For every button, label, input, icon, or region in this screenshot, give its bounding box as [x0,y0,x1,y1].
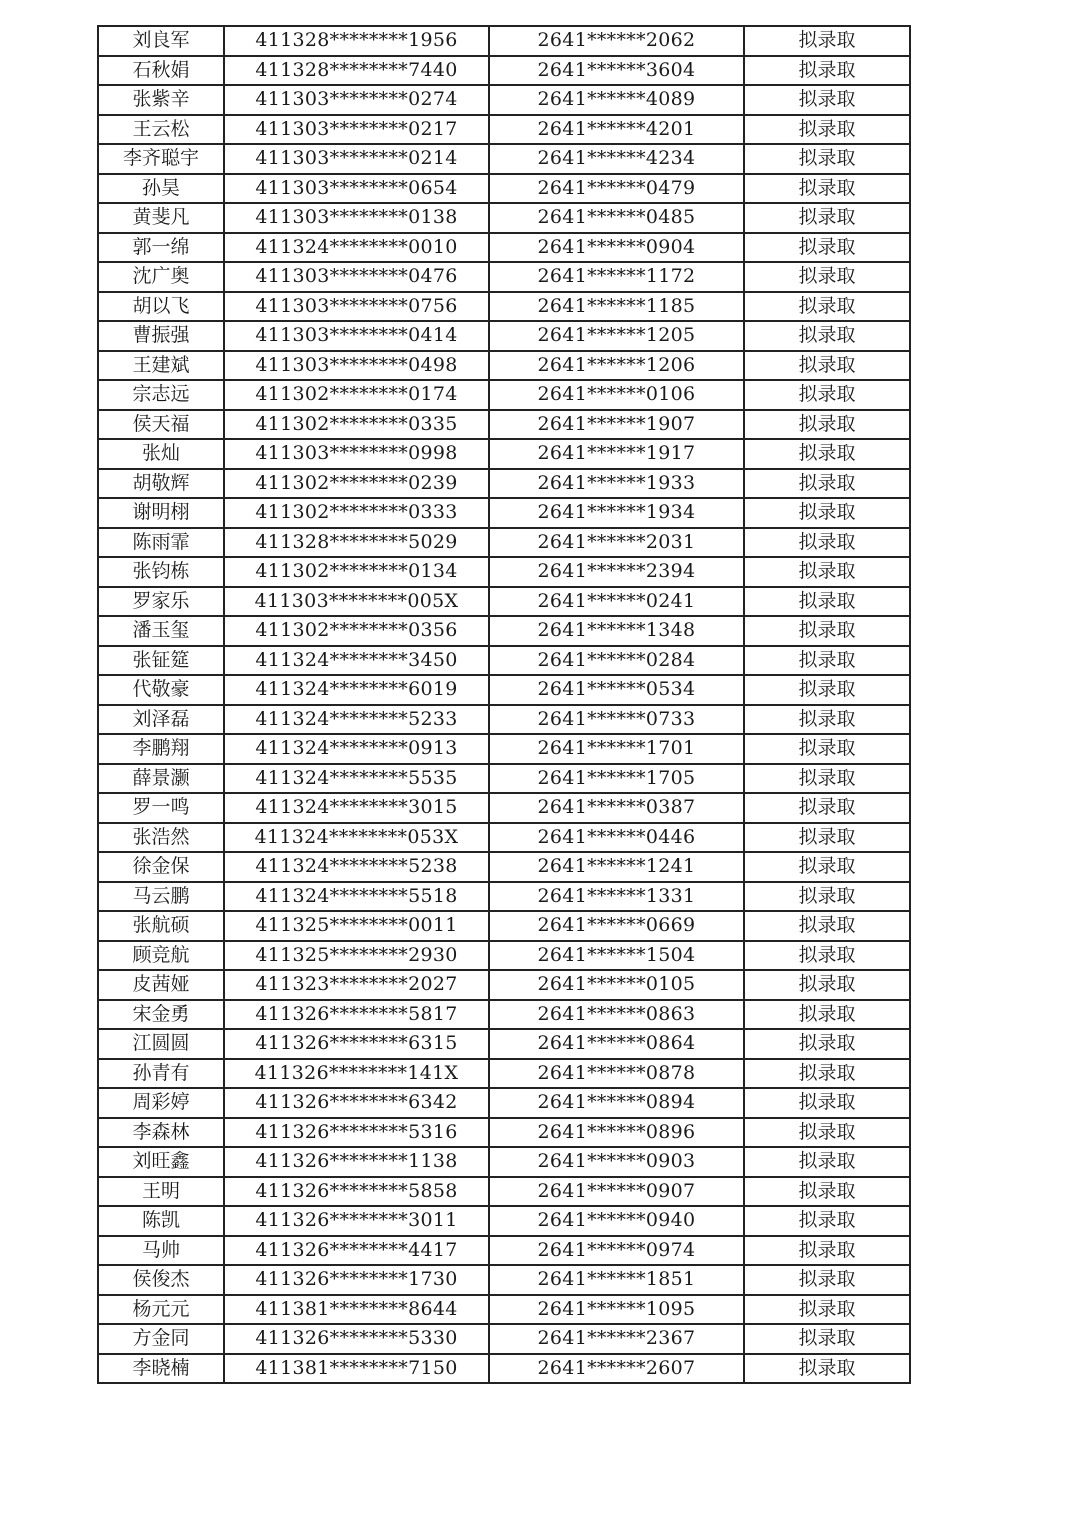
name-cell: 张灿 [98,439,224,469]
id-number-cell: 411324********3450 [224,646,489,676]
table-row [98,911,910,941]
id-number-cell: 411302********0134 [224,557,489,587]
exam-number-cell: 2641******0534 [489,675,744,705]
exam-number-cell: 2641******1701 [489,734,744,764]
status-cell: 拟录取 [744,351,910,381]
status-cell: 拟录取 [744,646,910,676]
name-cell: 李鹏翔 [98,734,224,764]
name-cell: 薛景灏 [98,764,224,794]
id-number-cell: 411303********0498 [224,351,489,381]
name-cell: 张浩然 [98,823,224,853]
name-cell: 马云鹏 [98,882,224,912]
table-row [98,675,910,705]
name-cell: 李晓楠 [98,1354,224,1384]
id-number-cell: 411324********5238 [224,852,489,882]
status-cell: 拟录取 [744,439,910,469]
exam-number-cell: 2641******0733 [489,705,744,735]
status-cell: 拟录取 [744,882,910,912]
id-number-cell: 411326********5316 [224,1118,489,1148]
status-cell: 拟录取 [744,1265,910,1295]
name-cell: 陈凯 [98,1206,224,1236]
status-cell: 拟录取 [744,498,910,528]
table-row [98,1118,910,1148]
id-number-cell: 411324********0913 [224,734,489,764]
table-row [98,1354,910,1384]
name-cell: 李齐聪宇 [98,144,224,174]
status-cell: 拟录取 [744,1059,910,1089]
table-row [98,174,910,204]
exam-number-cell: 2641******0940 [489,1206,744,1236]
id-number-cell: 411324********5535 [224,764,489,794]
table-row [98,439,910,469]
id-number-cell: 411326********1138 [224,1147,489,1177]
exam-number-cell: 2641******0894 [489,1088,744,1118]
exam-number-cell: 2641******0284 [489,646,744,676]
status-cell: 拟录取 [744,1000,910,1030]
id-number-cell: 411302********0239 [224,469,489,499]
status-cell: 拟录取 [744,321,910,351]
exam-number-cell: 2641******0106 [489,380,744,410]
table-row [98,292,910,322]
name-cell: 杨元元 [98,1295,224,1325]
exam-number-cell: 2641******1172 [489,262,744,292]
name-cell: 顾竞航 [98,941,224,971]
table-row [98,498,910,528]
exam-number-cell: 2641******0105 [489,970,744,1000]
status-cell: 拟录取 [744,1295,910,1325]
exam-number-cell: 2641******0878 [489,1059,744,1089]
id-number-cell: 411324********6019 [224,675,489,705]
id-number-cell: 411324********0010 [224,233,489,263]
table-row [98,764,910,794]
exam-number-cell: 2641******2367 [489,1324,744,1354]
exam-number-cell: 2641******2394 [489,557,744,587]
exam-number-cell: 2641******1206 [489,351,744,381]
table-row [98,1147,910,1177]
name-cell: 黄斐凡 [98,203,224,233]
table-row [98,1324,910,1354]
id-number-cell: 411328********7440 [224,56,489,86]
id-number-cell: 411325********2930 [224,941,489,971]
status-cell: 拟录取 [744,734,910,764]
table-row [98,1206,910,1236]
table-row [98,321,910,351]
table-row [98,233,910,263]
status-cell: 拟录取 [744,1088,910,1118]
status-cell: 拟录取 [744,115,910,145]
table-row [98,1295,910,1325]
status-cell: 拟录取 [744,970,910,1000]
id-number-cell: 411324********053X [224,823,489,853]
status-cell: 拟录取 [744,1354,910,1384]
id-number-cell: 411324********3015 [224,793,489,823]
id-number-cell: 411303********0998 [224,439,489,469]
id-number-cell: 411326********3011 [224,1206,489,1236]
name-cell: 潘玉玺 [98,616,224,646]
table-row [98,852,910,882]
id-number-cell: 411326********5330 [224,1324,489,1354]
name-cell: 谢明栩 [98,498,224,528]
name-cell: 王明 [98,1177,224,1207]
status-cell: 拟录取 [744,528,910,558]
status-cell: 拟录取 [744,823,910,853]
name-cell: 侯天福 [98,410,224,440]
table-row [98,410,910,440]
exam-number-cell: 2641******1331 [489,882,744,912]
name-cell: 宋金勇 [98,1000,224,1030]
table-row [98,1088,910,1118]
id-number-cell: 411326********1730 [224,1265,489,1295]
id-number-cell: 411324********5518 [224,882,489,912]
id-number-cell: 411302********0356 [224,616,489,646]
name-cell: 张钲筵 [98,646,224,676]
id-number-cell: 411303********0414 [224,321,489,351]
name-cell: 张航硕 [98,911,224,941]
name-cell: 罗家乐 [98,587,224,617]
table-row [98,823,910,853]
id-number-cell: 411303********0214 [224,144,489,174]
exam-number-cell: 2641******1504 [489,941,744,971]
name-cell: 马帅 [98,1236,224,1266]
exam-number-cell: 2641******2031 [489,528,744,558]
exam-number-cell: 2641******0896 [489,1118,744,1148]
exam-number-cell: 2641******1934 [489,498,744,528]
table-row [98,1236,910,1266]
exam-number-cell: 2641******0479 [489,174,744,204]
id-number-cell: 411381********8644 [224,1295,489,1325]
id-number-cell: 411303********0756 [224,292,489,322]
id-number-cell: 411328********5029 [224,528,489,558]
exam-number-cell: 2641******0903 [489,1147,744,1177]
exam-number-cell: 2641******2607 [489,1354,744,1384]
exam-number-cell: 2641******1851 [489,1265,744,1295]
name-cell: 代敬豪 [98,675,224,705]
exam-number-cell: 2641******0904 [489,233,744,263]
id-number-cell: 411303********0654 [224,174,489,204]
status-cell: 拟录取 [744,764,910,794]
id-number-cell: 411303********005X [224,587,489,617]
status-cell: 拟录取 [744,262,910,292]
table-row [98,793,910,823]
status-cell: 拟录取 [744,410,910,440]
status-cell: 拟录取 [744,26,910,56]
name-cell: 刘旺鑫 [98,1147,224,1177]
id-number-cell: 411326********6342 [224,1088,489,1118]
id-number-cell: 411326********4417 [224,1236,489,1266]
exam-number-cell: 2641******0446 [489,823,744,853]
name-cell: 张紫辛 [98,85,224,115]
name-cell: 胡以飞 [98,292,224,322]
status-cell: 拟录取 [744,587,910,617]
name-cell: 王云松 [98,115,224,145]
id-number-cell: 411303********0217 [224,115,489,145]
admission-list-table [97,25,911,1384]
status-cell: 拟录取 [744,56,910,86]
exam-number-cell: 2641******1933 [489,469,744,499]
status-cell: 拟录取 [744,911,910,941]
name-cell: 孙昊 [98,174,224,204]
exam-number-cell: 2641******0974 [489,1236,744,1266]
exam-number-cell: 2641******0864 [489,1029,744,1059]
id-number-cell: 411303********0274 [224,85,489,115]
admission-list-body [98,26,910,1383]
exam-number-cell: 2641******0387 [489,793,744,823]
name-cell: 徐金保 [98,852,224,882]
table-row [98,616,910,646]
status-cell: 拟录取 [744,144,910,174]
id-number-cell: 411326********5817 [224,1000,489,1030]
table-row [98,528,910,558]
id-number-cell: 411328********1956 [224,26,489,56]
name-cell: 郭一绵 [98,233,224,263]
table-row [98,882,910,912]
table-row [98,734,910,764]
table-row [98,587,910,617]
name-cell: 罗一鸣 [98,793,224,823]
id-number-cell: 411303********0138 [224,203,489,233]
status-cell: 拟录取 [744,705,910,735]
exam-number-cell: 2641******1205 [489,321,744,351]
table-row [98,56,910,86]
exam-number-cell: 2641******4234 [489,144,744,174]
table-row [98,705,910,735]
name-cell: 陈雨霏 [98,528,224,558]
name-cell: 曹振强 [98,321,224,351]
name-cell: 王建斌 [98,351,224,381]
status-cell: 拟录取 [744,852,910,882]
name-cell: 沈广奥 [98,262,224,292]
exam-number-cell: 2641******2062 [489,26,744,56]
table-row [98,115,910,145]
table-row [98,970,910,1000]
table-row [98,1059,910,1089]
exam-number-cell: 2641******1705 [489,764,744,794]
id-number-cell: 411323********2027 [224,970,489,1000]
table-row [98,144,910,174]
name-cell: 刘泽磊 [98,705,224,735]
status-cell: 拟录取 [744,380,910,410]
exam-number-cell: 2641******1348 [489,616,744,646]
id-number-cell: 411302********0333 [224,498,489,528]
exam-number-cell: 2641******1185 [489,292,744,322]
exam-number-cell: 2641******1907 [489,410,744,440]
status-cell: 拟录取 [744,941,910,971]
exam-number-cell: 2641******1917 [489,439,744,469]
table-row [98,26,910,56]
table-row [98,351,910,381]
name-cell: 孙青有 [98,1059,224,1089]
status-cell: 拟录取 [744,1206,910,1236]
name-cell: 江圆圆 [98,1029,224,1059]
name-cell: 皮茜娅 [98,970,224,1000]
status-cell: 拟录取 [744,292,910,322]
exam-number-cell: 2641******0669 [489,911,744,941]
status-cell: 拟录取 [744,1236,910,1266]
status-cell: 拟录取 [744,1324,910,1354]
exam-number-cell: 2641******3604 [489,56,744,86]
table-row [98,85,910,115]
id-number-cell: 411302********0335 [224,410,489,440]
id-number-cell: 411381********7150 [224,1354,489,1384]
status-cell: 拟录取 [744,1029,910,1059]
table-row [98,1000,910,1030]
status-cell: 拟录取 [744,85,910,115]
status-cell: 拟录取 [744,174,910,204]
name-cell: 刘良军 [98,26,224,56]
name-cell: 方金同 [98,1324,224,1354]
status-cell: 拟录取 [744,1177,910,1207]
table-row [98,646,910,676]
status-cell: 拟录取 [744,675,910,705]
id-number-cell: 411324********5233 [224,705,489,735]
id-number-cell: 411325********0011 [224,911,489,941]
table-row [98,1029,910,1059]
table-row [98,469,910,499]
table-row [98,262,910,292]
status-cell: 拟录取 [744,1147,910,1177]
exam-number-cell: 2641******1095 [489,1295,744,1325]
name-cell: 李森林 [98,1118,224,1148]
table-row [98,1177,910,1207]
name-cell: 周彩婷 [98,1088,224,1118]
exam-number-cell: 2641******0863 [489,1000,744,1030]
id-number-cell: 411326********6315 [224,1029,489,1059]
name-cell: 张钧栋 [98,557,224,587]
id-number-cell: 411326********141X [224,1059,489,1089]
table-row [98,380,910,410]
status-cell: 拟录取 [744,616,910,646]
name-cell: 石秋娟 [98,56,224,86]
table-row [98,557,910,587]
status-cell: 拟录取 [744,203,910,233]
name-cell: 胡敬辉 [98,469,224,499]
id-number-cell: 411302********0174 [224,380,489,410]
exam-number-cell: 2641******0485 [489,203,744,233]
status-cell: 拟录取 [744,557,910,587]
name-cell: 宗志远 [98,380,224,410]
exam-number-cell: 2641******4201 [489,115,744,145]
table-row [98,1265,910,1295]
status-cell: 拟录取 [744,233,910,263]
exam-number-cell: 2641******1241 [489,852,744,882]
status-cell: 拟录取 [744,1118,910,1148]
exam-number-cell: 2641******4089 [489,85,744,115]
name-cell: 侯俊杰 [98,1265,224,1295]
status-cell: 拟录取 [744,469,910,499]
exam-number-cell: 2641******0907 [489,1177,744,1207]
id-number-cell: 411326********5858 [224,1177,489,1207]
status-cell: 拟录取 [744,793,910,823]
table-row [98,941,910,971]
id-number-cell: 411303********0476 [224,262,489,292]
table-row [98,203,910,233]
exam-number-cell: 2641******0241 [489,587,744,617]
